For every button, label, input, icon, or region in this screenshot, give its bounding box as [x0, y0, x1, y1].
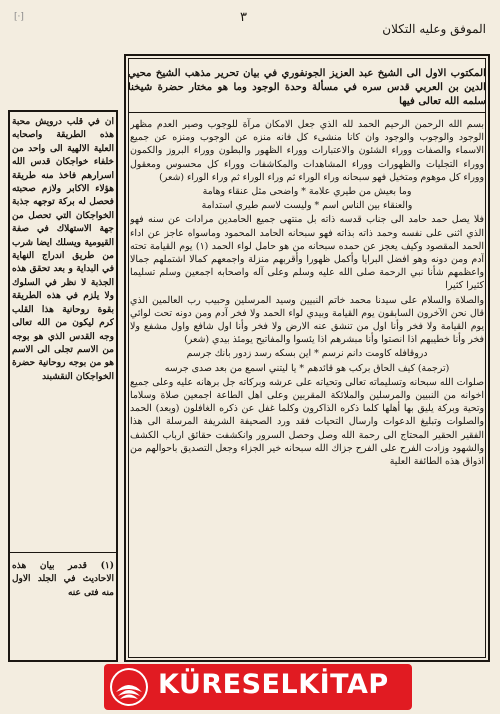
- verse-translation: (ترجمة) كيف الحاق بركب هو قائدهم * يا ليتني اسمع من بعد صدى جرسه: [164, 362, 450, 374]
- main-text: [130, 118, 484, 652]
- letter-heading: المكتوب الاول الى الشيخ عبد العزيز الجونفوري في بيان تحرير مذهب الشيخ محيي الدين بن العربي قدس سره في مسألة وحدة الوجود وما هو مختار حضرة شيخنا سلمه الله تعالى فيها: [128, 67, 486, 108]
- heading-divider: [128, 112, 486, 113]
- verse-line: وما بعيش من طيري علامة * واضحى مثل عنقاء وهامة: [202, 186, 412, 198]
- page-number: ٣: [240, 10, 247, 25]
- running-title: الموفق وعليه التكلان: [382, 22, 486, 36]
- watermark-logo: [104, 664, 412, 710]
- verse-line: دروقافله كاومت دانم نرسم * اين بسكه رسد زدور بانك جرسم: [186, 348, 428, 360]
- book-logo-icon: [110, 668, 148, 706]
- brand-name: KÜRESELKİTAP: [158, 669, 389, 700]
- paragraph-hamd: فلا يصل حمد حامد الى جناب قدسه ذاته بل منتهى جميع الحامدين مرادات عن سنه فهو الذي اثنى على نفسه وحمد ذاته بذاته فهو سبحانه الحامد المحمود وماسواه عاجز عن اداء الحمد المقصود وكيف يعجز عن حمده سبحانه من هو حامل لواء الحمد (١) يوم القيامة تحته آدم ومن دونه وهو افضل البرايا وأكمل ظهورا وأقربهم منزلة واجمعهم كمالا اشتملهم جمالا واعظمهم شأنا نبي الرحمة صلى الله عليه وسلم وعلى آله واصحابه اجمعين وسلم تسليما كثيرا كثيرا: [130, 214, 484, 292]
- paragraph-salat: والصلاة والسلام على سيدنا محمد خاتم النبيين وسيد المرسلين وحبيب رب العالمين الذي قال نحن الآخرون السابقون يوم القيامة وبيدي لواء الحمد ولا فخر آدم ومن دونه تحت لوائي يوم القيامة ولا فخر وأنا اول من تنشق عنه الارض ولا فخر وأنا اول شافع واول مشفع ولا فخر وأنا خطيبهم اذا انصتوا وأنا مبشرهم اذا يئسوا والمفاتيح يومئذ بيدي (شعر): [130, 294, 484, 346]
- corner-marker: [·]: [14, 12, 24, 22]
- footnote-divider: [10, 552, 116, 553]
- page-header: [0, 6, 500, 40]
- margin-text: ان في قلب درويش محبة هذه الطريقة واصحابه العلية الالهية الى واحد من خلفاء خواجكان قدس الله اسرارهم فاخذ منه طريقة هؤلاء الاكابر ولازم صحبته فحصل له بركة توجهه جذبة الخواجكان التي تحصل من جهة الاستهلاك في صفة القيومية ويسلك ايضا شرب من طريق اندراج النهاية في البداية و بعد تحقق هذه الجذبة لا نظر في السلوك ولا يلزم في هذه الطريقة بقوة روحانية هذا القلب كرم ليكون من الله تعالى وجه القدس الذي هو بوجه من الاسم تجلى الى الاسم هو من بوجه روحانية حضرة الخواجكان النقشبند: [12, 117, 114, 382]
- paragraph-basmala: بسم الله الرحمن الرحيم الحمد لله الذي جعل الامكان مرآة للوجوب وصير العدم مظهر الوجود والوجوب والوجود وان كانا منشىء كل فانه منزه عن الوجوب ومنزه عن جميع الاسماء والصفات ووراء الشئون والاعتبارات ووراء الظهور والبطون ووراء البروز والكمون ووراء التجليات والظهورات ووراء المشاهدات والمكاشفات ووراء كل محسوس ومعقول ووراء كل موهوم ومتخيل فهو سبحانه وراء الوراء ثم وراء الوراء ثم وراء الوراء (شعر): [130, 119, 484, 183]
- footnote: (١) قدمر بيان هذه الاحاديث في الجلد الاول منه فتى عنه: [12, 561, 114, 598]
- paragraph-closing: صلوات الله سبحانه وتسليماته تعالى وتحياته على عرشه وبركاته جل برهانه عليه وعلى جميع اخوانه من النبيين والمرسلين والملائكة المقربين وعلى اهل الطاعة اجمعين صلاة وسلاما وتحية وبركة يليق بها أهلها كلما ذكره الذاكرون وكلما غفل عن ذكره الغافلون (وبعد) الحمد والصلوات وتبليغ الدعوات وارسال التحيات فقد ورد الصحيفة الشريفة المرسلة الى هذا الفقير الحقير المحتاج الى رحمة الله وصل وحصل السرور وانكشفت حقائق ارباب الكشف والشهود وزادت الفرح على الفرح جزاك الله سبحانه خير الجزاء وجعل التصديق باحوالهم من اذواق هذه الطائفة العلية: [130, 376, 484, 468]
- verse-line: والعنقاء بين الناس اسم * وليست لاسم طيري استدامة: [201, 200, 413, 212]
